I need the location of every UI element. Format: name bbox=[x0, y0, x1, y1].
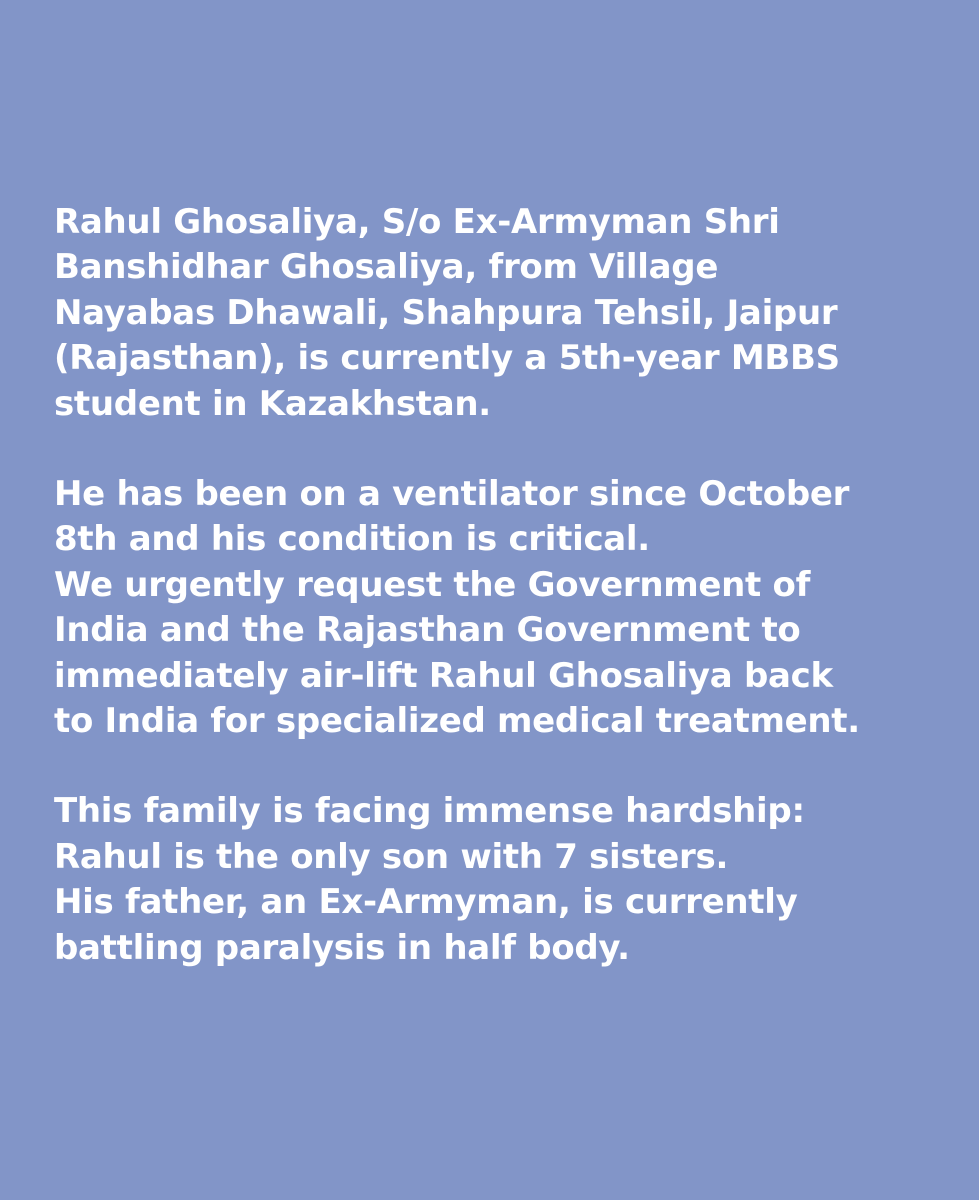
text-line: India and the Rajasthan Government to bbox=[54, 610, 801, 651]
text-line: We urgently request the Government of bbox=[54, 564, 811, 605]
text-line: 8th and his condition is critical. bbox=[54, 519, 650, 560]
text-line: immediately air-lift Rahul Ghosaliya back bbox=[54, 655, 833, 696]
text-line: Banshidhar Ghosaliya, from Village bbox=[54, 247, 719, 288]
post-text bbox=[54, 200, 954, 1016]
text-line: (Rajasthan), is currently a 5th-year MBBS bbox=[54, 338, 840, 379]
text-line: Rahul is the only son with 7 sisters. bbox=[54, 836, 729, 877]
text-line: Rahul Ghosaliya, S/o Ex-Armyman Shri bbox=[54, 202, 780, 242]
text-line: Nayabas Dhawali, Shahpura Tehsil, Jaipur bbox=[54, 292, 838, 333]
text-line: His father, an Ex-Armyman, is currently bbox=[54, 882, 798, 923]
paragraph-medical-appeal bbox=[54, 472, 954, 744]
text-line: He has been on a ventilator since October bbox=[54, 474, 850, 515]
text-line: This family is facing immense hardship: bbox=[54, 791, 805, 832]
text-line: student in Kazakhstan. bbox=[54, 383, 491, 424]
paragraph-student-details bbox=[54, 200, 954, 427]
text-line: battling paralysis in half body. bbox=[54, 927, 630, 968]
paragraph-family-hardship bbox=[54, 789, 954, 971]
text-line: to India for specialized medical treatment. bbox=[54, 701, 860, 742]
